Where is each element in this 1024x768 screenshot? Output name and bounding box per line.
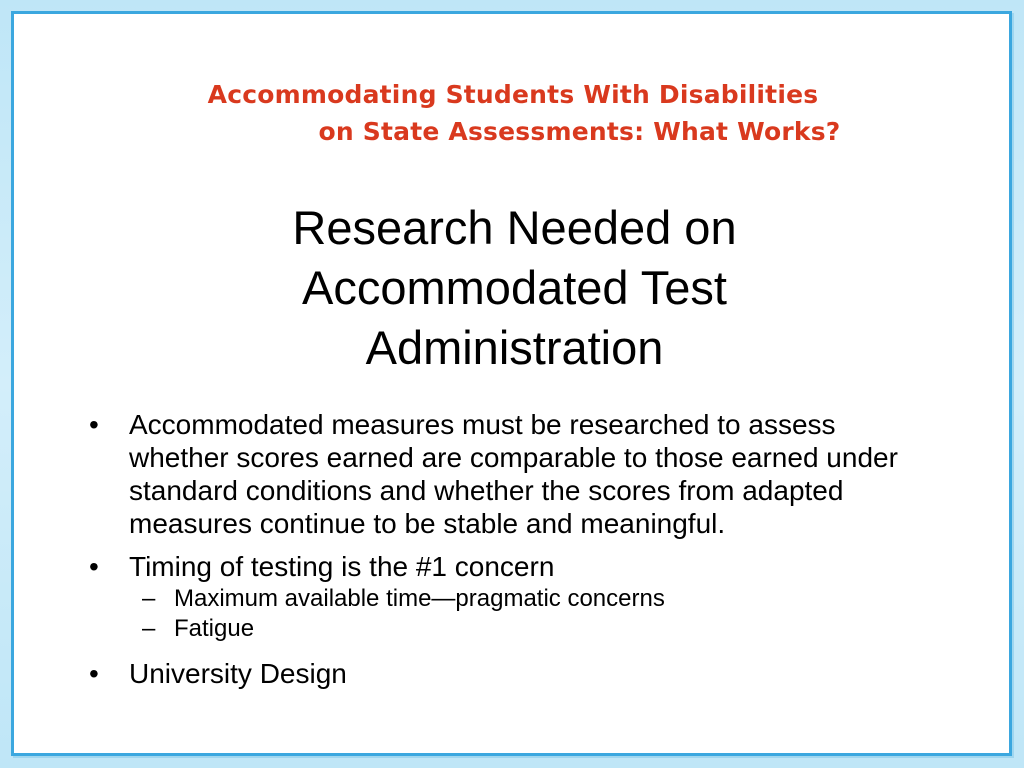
slide-title-line-1: Research Needed on [292,201,737,254]
bullet-icon: • [89,658,99,689]
sub-bullet-item [86,583,906,615]
bullet-icon: • [89,409,99,440]
banner-line-2: on State Assessments: What Works? [318,117,841,146]
dash-icon: – [142,585,156,612]
banner-heading [14,76,1015,150]
bullet-text: Timing of testing is the #1 concern [129,551,555,582]
sub-bullet-item [86,613,906,645]
bullet-item [86,657,906,690]
banner-line-1: Accommodating Students With Disabilities [207,80,819,109]
bullet-item [86,408,906,540]
sub-bullet-list [86,583,906,645]
bullet-icon: • [89,551,99,582]
slide [11,11,1012,756]
bullet-text: Accommodated measures must be researched to assess whether scores earned are comparable to those earned under standard conditions and whether the scores from adapted measures continue to be stable and meaningful. [129,409,898,539]
sub-bullet-text: Fatigue [174,615,255,642]
bullet-text: University Design [129,658,347,689]
bullet-list [86,408,906,700]
sub-bullet-text: Maximum available time—pragmatic concerns [174,585,665,612]
dash-icon: – [142,615,156,642]
slide-title [14,198,1015,378]
bullet-item [86,550,906,583]
slide-title-line-3: Administration [365,321,664,374]
slide-title-line-2: Accommodated Test [302,261,727,314]
